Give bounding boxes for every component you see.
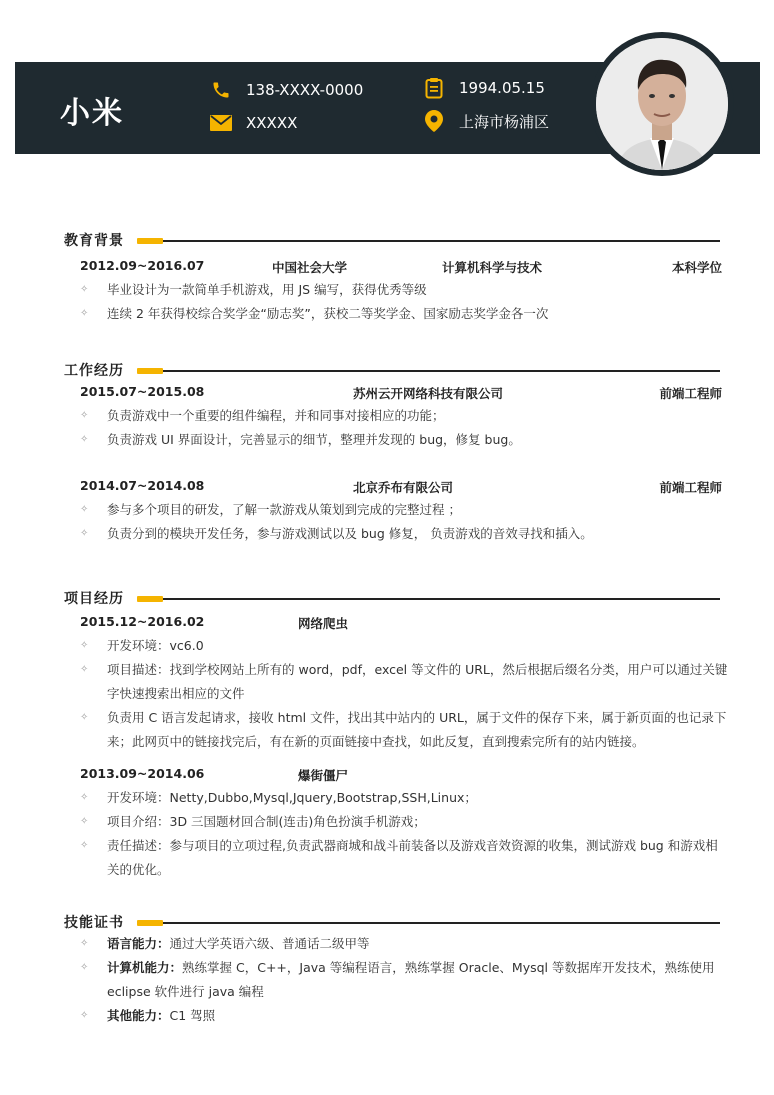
location-text: 上海市杨浦区 xyxy=(459,112,550,131)
skill-label: 计算机能力： xyxy=(107,960,183,975)
section-title: 教育背景 xyxy=(64,233,124,249)
diamond-bullet-icon: ✧ xyxy=(80,816,89,827)
list-item: ✧ 项目描述：找到学校网站上所有的 word，pdf，excel 等文件的 URL，然后根据后缀名分类，用户可以通过关键字快速搜索出相应的文件 xyxy=(80,658,728,706)
accent-bar xyxy=(137,368,163,374)
project-entry-header xyxy=(80,614,722,632)
list-item: ✧ 责任描述：参与项目的立项过程,负责武器商城和战斗前装备以及游戏音效资源的收集，测试游戏 bug 和游戏相关的优化。 xyxy=(80,834,728,882)
list-item: ✧ 毕业设计为一款简单手机游戏，用 JS 编写，获得优秀等级 xyxy=(80,278,728,302)
mail-icon xyxy=(210,112,232,134)
contact-email xyxy=(210,112,297,134)
divider xyxy=(163,240,720,242)
project-name: 网络爬虫 xyxy=(298,616,349,631)
list-item xyxy=(80,1004,728,1028)
role: 前端工程师 xyxy=(659,480,722,495)
list-item: ✧ 连续 2 年获得校综合奖学金“励志奖”，获校二等奖学金、国家励志奖学金各一次 xyxy=(80,302,728,326)
diamond-bullet-icon: ✧ xyxy=(80,938,89,949)
email-text: XXXXX xyxy=(246,114,298,132)
calendar-icon xyxy=(423,77,445,99)
accent-bar xyxy=(137,596,163,602)
company: 苏州云开网络科技有限公司 xyxy=(353,386,504,401)
skill-text: C1 驾照 xyxy=(169,1008,216,1023)
contact-location xyxy=(423,110,549,132)
diamond-bullet-icon: ✧ xyxy=(80,504,89,515)
accent-bar xyxy=(137,238,163,244)
diamond-bullet-icon: ✧ xyxy=(80,1010,89,1021)
list-item: ✧ 负责分到的模块开发任务，参与游戏测试以及 bug 修复， 负责游戏的音效寻找和插入。 xyxy=(80,522,728,546)
work-entry-header xyxy=(80,384,722,402)
period: 2012.09~2016.07 xyxy=(80,258,205,273)
section-work xyxy=(64,360,720,380)
divider xyxy=(163,598,720,600)
work-entry-header xyxy=(80,478,722,496)
period: 2015.07~2015.08 xyxy=(80,384,205,399)
location-pin-icon xyxy=(423,110,445,132)
role: 前端工程师 xyxy=(659,386,722,401)
diamond-bullet-icon: ✧ xyxy=(80,410,89,421)
diamond-bullet-icon: ✧ xyxy=(80,640,89,651)
phone-icon xyxy=(210,79,232,101)
list-item xyxy=(80,932,728,956)
divider xyxy=(163,370,720,372)
diamond-bullet-icon: ✧ xyxy=(80,434,89,445)
diamond-bullet-icon: ✧ xyxy=(80,664,89,675)
diamond-bullet-icon: ✧ xyxy=(80,792,89,803)
accent-bar xyxy=(137,920,163,926)
divider xyxy=(163,922,720,924)
contact-phone xyxy=(210,79,363,101)
portrait-photo xyxy=(596,38,728,170)
candidate-name: 小米 xyxy=(60,96,124,131)
phone-text: 138-XXXX-0000 xyxy=(246,81,364,99)
list-item: ✧ 开发环境：Netty,Dubbo,Mysql,Jquery,Bootstrap,SSH,Linux； xyxy=(80,786,728,810)
diamond-bullet-icon: ✧ xyxy=(80,308,89,319)
list-item: ✧ 负责游戏 UI 界面设计，完善显示的细节，整理并发现的 bug，修复 bug。 xyxy=(80,428,728,452)
avatar xyxy=(590,32,734,176)
section-title: 技能证书 xyxy=(64,915,124,931)
company: 北京乔布有限公司 xyxy=(353,480,454,495)
birth-text: 1994.05.15 xyxy=(459,79,545,97)
diamond-bullet-icon: ✧ xyxy=(80,528,89,539)
diamond-bullet-icon: ✧ xyxy=(80,284,89,295)
section-title: 项目经历 xyxy=(64,591,124,607)
period: 2014.07~2014.08 xyxy=(80,478,205,493)
period: 2013.09~2014.06 xyxy=(80,766,205,781)
section-education xyxy=(64,230,720,250)
education-entry-header xyxy=(80,258,722,276)
list-item: ✧ 负责游戏中一个重要的组件编程，并和同事对接相应的功能； xyxy=(80,404,728,428)
list-item: ✧ 负责用 C 语言发起请求，接收 html 文件，找出其中站内的 URL，属于文件的保存下来，属于新页面的也记录下来；此网页中的链接找完后，有在新的页面链接中查找，如此反复，直到搜索完所有的站内链接。 xyxy=(80,706,728,754)
school: 中国社会大学 xyxy=(272,260,348,275)
project-entry-header xyxy=(80,766,722,784)
diamond-bullet-icon: ✧ xyxy=(80,840,89,851)
diamond-bullet-icon: ✧ xyxy=(80,962,89,973)
degree: 本科学位 xyxy=(671,260,722,275)
project-name: 爆街僵尸 xyxy=(298,768,349,783)
period: 2015.12~2016.02 xyxy=(80,614,205,629)
section-title: 工作经历 xyxy=(64,363,124,379)
list-item: ✧ 项目介绍：3D 三国题材回合制(连击)角色扮演手机游戏； xyxy=(80,810,728,834)
diamond-bullet-icon: ✧ xyxy=(80,712,89,723)
contact-birth xyxy=(423,77,545,99)
list-item xyxy=(80,956,728,1004)
section-skills xyxy=(64,912,720,932)
skill-text: 通过大学英语六级、普通话二级甲等 xyxy=(169,936,370,951)
major: 计算机科学与技术 xyxy=(442,260,543,275)
list-item: ✧ 参与多个项目的研发，了解一款游戏从策划到完成的完整过程 ； xyxy=(80,498,728,522)
skill-text: 熟练掌握 C，C++，Java 等编程语言，熟练掌握 Oracle、Mysql 等数据库开发技术，熟练使用 eclipse 软件进行 java 编程 xyxy=(107,960,715,999)
list-item: ✧ 开发环境：vc6.0 xyxy=(80,634,728,658)
skill-label: 语言能力： xyxy=(107,936,170,951)
skill-label: 其他能力： xyxy=(107,1008,170,1023)
section-projects xyxy=(64,588,720,608)
